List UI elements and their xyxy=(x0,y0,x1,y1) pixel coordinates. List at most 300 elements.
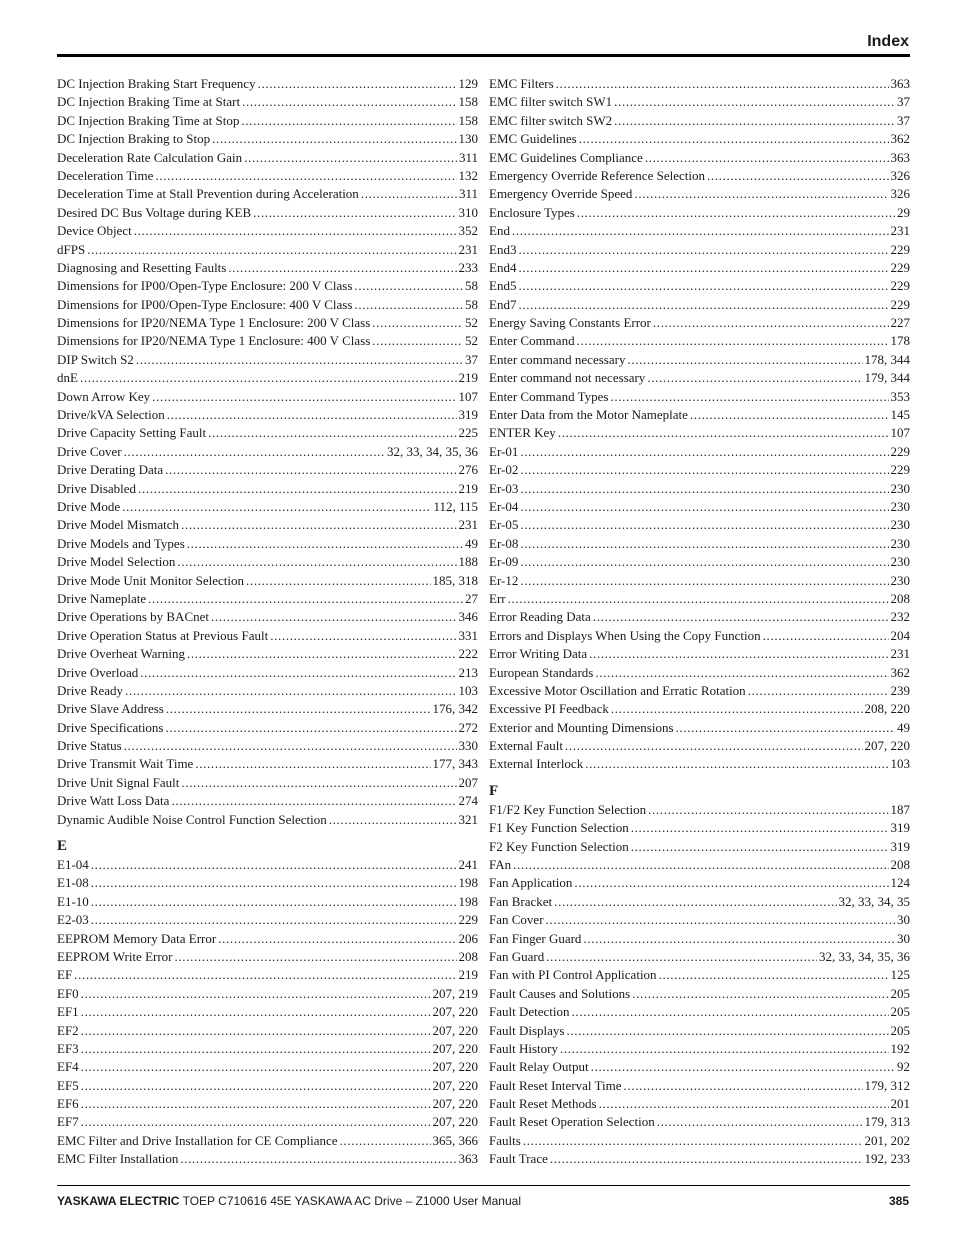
index-entry-pages: 92 xyxy=(897,1059,910,1075)
index-entry xyxy=(489,1077,910,1095)
dot-leader xyxy=(122,498,431,516)
index-entry-term: Enter Command Types xyxy=(489,388,609,404)
dot-leader xyxy=(218,930,456,948)
index-entry xyxy=(489,645,910,663)
index-entry-term: Dimensions for IP20/NEMA Type 1 Enclosure: 400 V Class xyxy=(57,333,371,349)
dot-leader xyxy=(212,130,456,148)
index-entry-pages: 158 xyxy=(458,94,478,110)
dot-leader xyxy=(610,388,888,406)
index-entry xyxy=(57,755,478,773)
index-entry xyxy=(57,535,478,553)
index-entry-pages: 230 xyxy=(890,535,910,551)
dot-leader xyxy=(520,480,888,498)
index-entry xyxy=(489,222,910,240)
index-entry-term: Fan Finger Guard xyxy=(489,930,582,946)
index-entry-pages: 58 xyxy=(465,296,478,312)
index-entry-pages: 365, 366 xyxy=(432,1132,478,1148)
index-entry xyxy=(57,811,478,829)
index-entry-pages: 239 xyxy=(890,682,910,698)
index-entry-term: EMC Filter and Drive Installation for CE Compliance xyxy=(57,1132,338,1148)
dot-leader xyxy=(228,259,456,277)
dot-leader xyxy=(138,480,456,498)
index-entry xyxy=(489,948,910,966)
index-entry-pages: 311 xyxy=(458,149,478,165)
index-entry xyxy=(57,222,478,240)
dot-leader xyxy=(329,811,457,829)
index-entry-pages: 207, 220 xyxy=(432,1114,478,1130)
index-entry-term: Emergency Override Reference Selection xyxy=(489,167,705,183)
index-entry xyxy=(489,801,910,819)
index-entry-pages: 29 xyxy=(897,204,910,220)
index-entry-pages: 208 xyxy=(890,590,910,606)
index-entry xyxy=(489,480,910,498)
index-entry xyxy=(489,819,910,837)
index-entry-pages: 188 xyxy=(458,554,478,570)
index-entry-term: Excessive PI Feedback xyxy=(489,701,609,717)
index-entry-term: Drive Operation Status at Previous Fault xyxy=(57,627,269,643)
index-entry-pages: 107 xyxy=(458,388,478,404)
dot-leader xyxy=(181,516,456,534)
dot-leader xyxy=(577,204,895,222)
index-entry-term: Emergency Override Speed xyxy=(489,186,633,202)
index-entry xyxy=(489,498,910,516)
index-entry-term: Drive Nameplate xyxy=(57,590,147,606)
index-entry-pages: 229 xyxy=(458,912,478,928)
index-entry-term: Fault History xyxy=(489,1040,558,1056)
index-entry-term: Diagnosing and Resetting Faults xyxy=(57,259,227,275)
index-entry-pages: 192 xyxy=(890,1040,910,1056)
index-entry xyxy=(489,682,910,700)
index-entry xyxy=(57,1040,478,1058)
index-entry-term: Drive Model Mismatch xyxy=(57,517,180,533)
index-entry-pages: 125 xyxy=(890,967,910,983)
index-entry-pages: 49 xyxy=(897,719,910,735)
index-entry-pages: 230 xyxy=(890,498,910,514)
dot-leader xyxy=(763,627,889,645)
index-entry-term: Drive Status xyxy=(57,738,122,754)
dot-leader xyxy=(372,314,463,332)
index-entry xyxy=(57,1132,478,1150)
index-entry-pages: 326 xyxy=(890,167,910,183)
dot-leader xyxy=(645,149,889,167)
index-entry xyxy=(489,1150,910,1168)
dot-leader xyxy=(91,874,457,892)
dot-leader xyxy=(140,664,456,682)
dot-leader xyxy=(631,819,889,837)
index-entry-pages: 130 xyxy=(458,131,478,147)
dot-leader xyxy=(611,700,863,718)
dot-leader xyxy=(599,1095,889,1113)
footer-page-number: 385 xyxy=(888,1194,909,1208)
index-entry-term: DIP Switch S2 xyxy=(57,351,134,367)
index-entry xyxy=(57,856,478,874)
index-entry-term: Drive Overload xyxy=(57,664,139,680)
index-entry-term: Fan Cover xyxy=(489,912,544,928)
index-entry xyxy=(489,930,910,948)
index-entry-term: Enter Data from the Motor Nameplate xyxy=(489,407,688,423)
index-entry-pages: 58 xyxy=(465,278,478,294)
index-entry xyxy=(489,443,910,461)
index-entry-term: EF5 xyxy=(57,1077,79,1093)
dot-leader xyxy=(647,369,862,387)
dot-leader xyxy=(566,1022,888,1040)
index-entry-pages: 208 xyxy=(890,857,910,873)
index-entry-pages: 230 xyxy=(890,554,910,570)
dot-leader xyxy=(87,241,456,259)
index-section-letter: F xyxy=(489,782,499,799)
dot-leader xyxy=(593,608,889,626)
dot-leader xyxy=(508,590,889,608)
index-entry-term: Enter command necessary xyxy=(489,351,626,367)
index-entry xyxy=(57,259,478,277)
dot-leader xyxy=(270,627,456,645)
index-entry-pages: 362 xyxy=(890,131,910,147)
index-entry-term: EF7 xyxy=(57,1114,79,1130)
dot-leader xyxy=(354,277,463,295)
index-entry-pages: 192, 233 xyxy=(864,1151,910,1167)
index-entry-term: Er-09 xyxy=(489,554,519,570)
index-entry xyxy=(489,700,910,718)
index-entry xyxy=(489,1132,910,1150)
dot-leader xyxy=(91,893,457,911)
index-column-left xyxy=(57,75,478,1169)
index-entry-pages: 363 xyxy=(458,1151,478,1167)
dot-leader xyxy=(585,755,888,773)
index-entry xyxy=(489,406,910,424)
index-entry xyxy=(489,755,910,773)
index-entry-pages: 206 xyxy=(458,930,478,946)
index-entry-pages: 205 xyxy=(890,985,910,1001)
index-entry-pages: 229 xyxy=(890,296,910,312)
index-entry-term: Drive Mode xyxy=(57,498,121,514)
index-entry-term: F1/F2 Key Function Selection xyxy=(489,801,647,817)
index-entry-pages: 176, 342 xyxy=(432,701,478,717)
index-entry-term: Err xyxy=(489,590,506,606)
index-entry-term: EMC Filters xyxy=(489,76,554,91)
index-entry-pages: 207, 220 xyxy=(432,1096,478,1112)
dot-leader xyxy=(577,332,889,350)
index-entry-term: EF3 xyxy=(57,1040,79,1056)
index-entry-term: Errors and Displays When Using the Copy Function xyxy=(489,627,761,643)
index-entry-term: Drive/kVA Selection xyxy=(57,407,165,423)
index-entry xyxy=(57,911,478,929)
index-entry-pages: 230 xyxy=(890,517,910,533)
dot-leader xyxy=(372,332,463,350)
index-entry-pages: 198 xyxy=(458,893,478,909)
index-entry-term: External Fault xyxy=(489,738,564,754)
index-entry xyxy=(57,590,478,608)
dot-leader xyxy=(631,838,889,856)
index-entry-pages: 319 xyxy=(458,407,478,423)
index-entry xyxy=(57,75,478,93)
index-entry xyxy=(57,627,478,645)
index-entry xyxy=(489,149,910,167)
index-entry xyxy=(489,277,910,295)
index-entry-pages: 49 xyxy=(465,535,478,551)
index-entry xyxy=(57,930,478,948)
index-entry-term: Dimensions for IP00/Open-Type Enclosure: 200 V Class xyxy=(57,278,353,294)
index-entry-pages: 27 xyxy=(465,590,478,606)
index-entry xyxy=(489,856,910,874)
dot-leader xyxy=(148,590,463,608)
index-entry xyxy=(489,185,910,203)
index-entry-pages: 129 xyxy=(458,76,478,91)
index-entry-pages: 363 xyxy=(890,149,910,165)
index-entry-pages: 37 xyxy=(897,112,910,128)
index-entry-term: Enclosure Types xyxy=(489,204,575,220)
dot-leader xyxy=(187,535,463,553)
index-entry-pages: 219 xyxy=(458,370,478,386)
index-entry-term: EF0 xyxy=(57,985,79,1001)
index-entry xyxy=(489,241,910,259)
index-entry-pages: 232 xyxy=(890,609,910,625)
index-entry-term: Drive Operations by BACnet xyxy=(57,609,210,625)
index-entry xyxy=(489,572,910,590)
index-entry xyxy=(57,241,478,259)
index-entry-term: Energy Saving Constants Error xyxy=(489,315,651,331)
dot-leader xyxy=(167,406,457,424)
index-entry-term: EEPROM Write Error xyxy=(57,948,173,964)
dot-leader xyxy=(81,985,431,1003)
dot-leader xyxy=(166,719,457,737)
index-entry-pages: 227 xyxy=(890,315,910,331)
index-entry-pages: 205 xyxy=(890,1004,910,1020)
dot-leader xyxy=(558,424,889,442)
index-entry xyxy=(57,682,478,700)
index-entry-term: Fault Reset Methods xyxy=(489,1096,597,1112)
index-entry-pages: 231 xyxy=(890,223,910,239)
index-entry-term: DC Injection Braking Time at Start xyxy=(57,94,241,110)
dot-leader xyxy=(80,369,457,387)
index-entry xyxy=(489,296,910,314)
dot-leader xyxy=(81,1058,431,1076)
index-entry-term: Error Writing Data xyxy=(489,646,588,662)
index-entry-term: Device Object xyxy=(57,223,132,239)
dot-leader xyxy=(81,1095,431,1113)
dot-leader xyxy=(91,911,457,929)
dot-leader xyxy=(554,893,836,911)
dot-leader xyxy=(653,314,889,332)
index-entry-pages: 326 xyxy=(890,186,910,202)
index-entry xyxy=(489,911,910,929)
index-entry-term: Drive Derating Data xyxy=(57,462,164,478)
index-entry xyxy=(489,130,910,148)
index-entry-term: EF1 xyxy=(57,1004,79,1020)
index-entry-term: End xyxy=(489,223,510,239)
dot-leader xyxy=(81,1113,431,1131)
dot-leader xyxy=(211,608,456,626)
dot-leader xyxy=(520,553,888,571)
dot-leader xyxy=(520,535,888,553)
index-entry-pages: 229 xyxy=(890,462,910,478)
index-entry xyxy=(57,1113,478,1131)
dot-leader xyxy=(81,1003,431,1021)
index-entry xyxy=(57,296,478,314)
index-entry-term: Deceleration Rate Calculation Gain xyxy=(57,149,243,165)
index-entry-term: EMC filter switch SW1 xyxy=(489,94,613,110)
index-entry-term: Exterior and Mounting Dimensions xyxy=(489,719,674,735)
index-entry-pages: 229 xyxy=(890,241,910,257)
index-entry-term: Drive Disabled xyxy=(57,480,137,496)
index-entry xyxy=(489,627,910,645)
index-entry-term: Drive Specifications xyxy=(57,719,164,735)
index-entry-term: Drive Mode Unit Monitor Selection xyxy=(57,572,245,588)
index-entry-pages: 207, 219 xyxy=(432,985,478,1001)
dot-leader xyxy=(340,1132,431,1150)
index-entry xyxy=(57,167,478,185)
dot-leader xyxy=(361,185,457,203)
index-entry-pages: 207, 220 xyxy=(432,1059,478,1075)
index-entry xyxy=(489,553,910,571)
index-entry-term: European Standards xyxy=(489,664,594,680)
index-entry-pages: 178, 344 xyxy=(864,351,910,367)
dot-leader xyxy=(676,719,895,737)
index-entry-term: Deceleration Time at Stall Prevention during Acceleration xyxy=(57,186,359,202)
index-entry-term: E1-10 xyxy=(57,893,89,909)
index-entry xyxy=(489,664,910,682)
index-entry-pages: 30 xyxy=(897,930,910,946)
index-entry-term: End7 xyxy=(489,296,517,312)
index-entry xyxy=(57,461,478,479)
index-entry-pages: 319 xyxy=(890,820,910,836)
index-entry-term: Er-02 xyxy=(489,462,519,478)
index-entry xyxy=(57,719,478,737)
dot-leader xyxy=(258,75,457,93)
index-entry-term: Dimensions for IP00/Open-Type Enclosure: 400 V Class xyxy=(57,296,353,312)
index-entry-pages: 311 xyxy=(458,186,478,202)
index-entry xyxy=(489,516,910,534)
index-entry xyxy=(57,608,478,626)
dot-leader xyxy=(124,443,385,461)
index-entry xyxy=(489,112,910,130)
dot-leader xyxy=(187,645,457,663)
index-entry-pages: 32, 33, 34, 35, 36 xyxy=(387,443,478,459)
index-entry xyxy=(57,1058,478,1076)
index-entry-term: E2-03 xyxy=(57,912,89,928)
index-entry-pages: 276 xyxy=(458,462,478,478)
dot-leader xyxy=(166,700,431,718)
index-entry-pages: 201, 202 xyxy=(864,1132,910,1148)
index-entry xyxy=(57,1150,478,1168)
index-entry-pages: 132 xyxy=(458,167,478,183)
dot-leader xyxy=(550,1150,863,1168)
index-entry-pages: 207, 220 xyxy=(432,1040,478,1056)
index-entry-term: Drive Watt Loss Data xyxy=(57,793,170,809)
index-entry-pages: 178 xyxy=(890,333,910,349)
dot-leader xyxy=(241,112,456,130)
dot-leader xyxy=(583,930,895,948)
dot-leader xyxy=(91,856,457,874)
index-entry-pages: 231 xyxy=(458,517,478,533)
dot-leader xyxy=(518,259,888,277)
index-entry-term: DC Injection Braking Start Frequency xyxy=(57,76,256,91)
index-entry-pages: 158 xyxy=(458,112,478,128)
dot-leader xyxy=(136,351,463,369)
index-entry xyxy=(489,737,910,755)
index-entry-pages: 353 xyxy=(890,388,910,404)
index-entry xyxy=(57,966,478,984)
dot-leader xyxy=(520,516,888,534)
dot-leader xyxy=(177,553,456,571)
index-entry-pages: 241 xyxy=(458,857,478,873)
index-entry xyxy=(57,332,478,350)
index-entry-pages: 219 xyxy=(458,480,478,496)
index-entry-pages: 52 xyxy=(465,315,478,331)
index-entry xyxy=(57,369,478,387)
dot-leader xyxy=(520,572,888,590)
index-entry-term: Excessive Motor Oscillation and Erratic Rotation xyxy=(489,682,746,698)
index-entry-pages: 231 xyxy=(890,646,910,662)
index-entry xyxy=(57,553,478,571)
index-entry-pages: 198 xyxy=(458,875,478,891)
index-entry-term: Deceleration Time xyxy=(57,167,154,183)
index-entry xyxy=(489,874,910,892)
index-entry-term: Fan Bracket xyxy=(489,893,553,909)
index-entry-term: Er-01 xyxy=(489,443,519,459)
index-entry xyxy=(57,112,478,130)
index-entry-pages: 177, 343 xyxy=(432,756,478,772)
index-entry-pages: 321 xyxy=(458,811,478,827)
dot-leader xyxy=(748,682,889,700)
header-rule xyxy=(57,54,910,57)
index-entry-term: Er-12 xyxy=(489,572,519,588)
index-entry-pages: 179, 312 xyxy=(864,1077,910,1093)
index-entry xyxy=(57,1022,478,1040)
index-entry-term: Drive Cover xyxy=(57,443,122,459)
index-entry xyxy=(57,572,478,590)
index-entry-term: End5 xyxy=(489,278,517,294)
index-entry-term: EMC filter switch SW2 xyxy=(489,112,613,128)
index-entry-term: FAn xyxy=(489,857,512,873)
index-entry xyxy=(489,985,910,1003)
index-entry-term: Fan Application xyxy=(489,875,573,891)
dot-leader xyxy=(81,1077,431,1095)
index-entry-term: Drive Models and Types xyxy=(57,535,185,551)
index-entry-pages: 352 xyxy=(458,223,478,239)
index-entry-pages: 32, 33, 34, 35, 36 xyxy=(819,948,910,964)
dot-leader xyxy=(180,1150,456,1168)
index-entry xyxy=(57,1077,478,1095)
index-entry-term: End3 xyxy=(489,241,517,257)
index-entry xyxy=(57,480,478,498)
index-entry xyxy=(489,314,910,332)
index-entry xyxy=(57,792,478,810)
dot-leader xyxy=(520,498,888,516)
index-entry-term: Fan with PI Control Application xyxy=(489,967,657,983)
index-entry xyxy=(489,1095,910,1113)
index-entry-pages: 37 xyxy=(465,351,478,367)
index-entry-term: DC Injection Braking to Stop xyxy=(57,131,211,147)
dot-leader xyxy=(595,664,888,682)
dot-leader xyxy=(520,443,888,461)
dot-leader xyxy=(614,112,895,130)
index-entry-term: Drive Overheat Warning xyxy=(57,646,185,662)
index-entry-pages: 103 xyxy=(458,682,478,698)
index-entry xyxy=(489,388,910,406)
dot-leader xyxy=(657,1113,863,1131)
index-entry-term: Fault Relay Output xyxy=(489,1059,589,1075)
dot-leader xyxy=(518,296,888,314)
dot-leader xyxy=(242,93,456,111)
index-entry xyxy=(489,369,910,387)
index-entry xyxy=(57,700,478,718)
index-entry xyxy=(489,351,910,369)
index-entry xyxy=(57,93,478,111)
dot-leader xyxy=(659,966,889,984)
index-entry xyxy=(489,259,910,277)
index-entry-term: Error Reading Data xyxy=(489,609,591,625)
index-entry-term: DC Injection Braking Time at Stop xyxy=(57,112,240,128)
